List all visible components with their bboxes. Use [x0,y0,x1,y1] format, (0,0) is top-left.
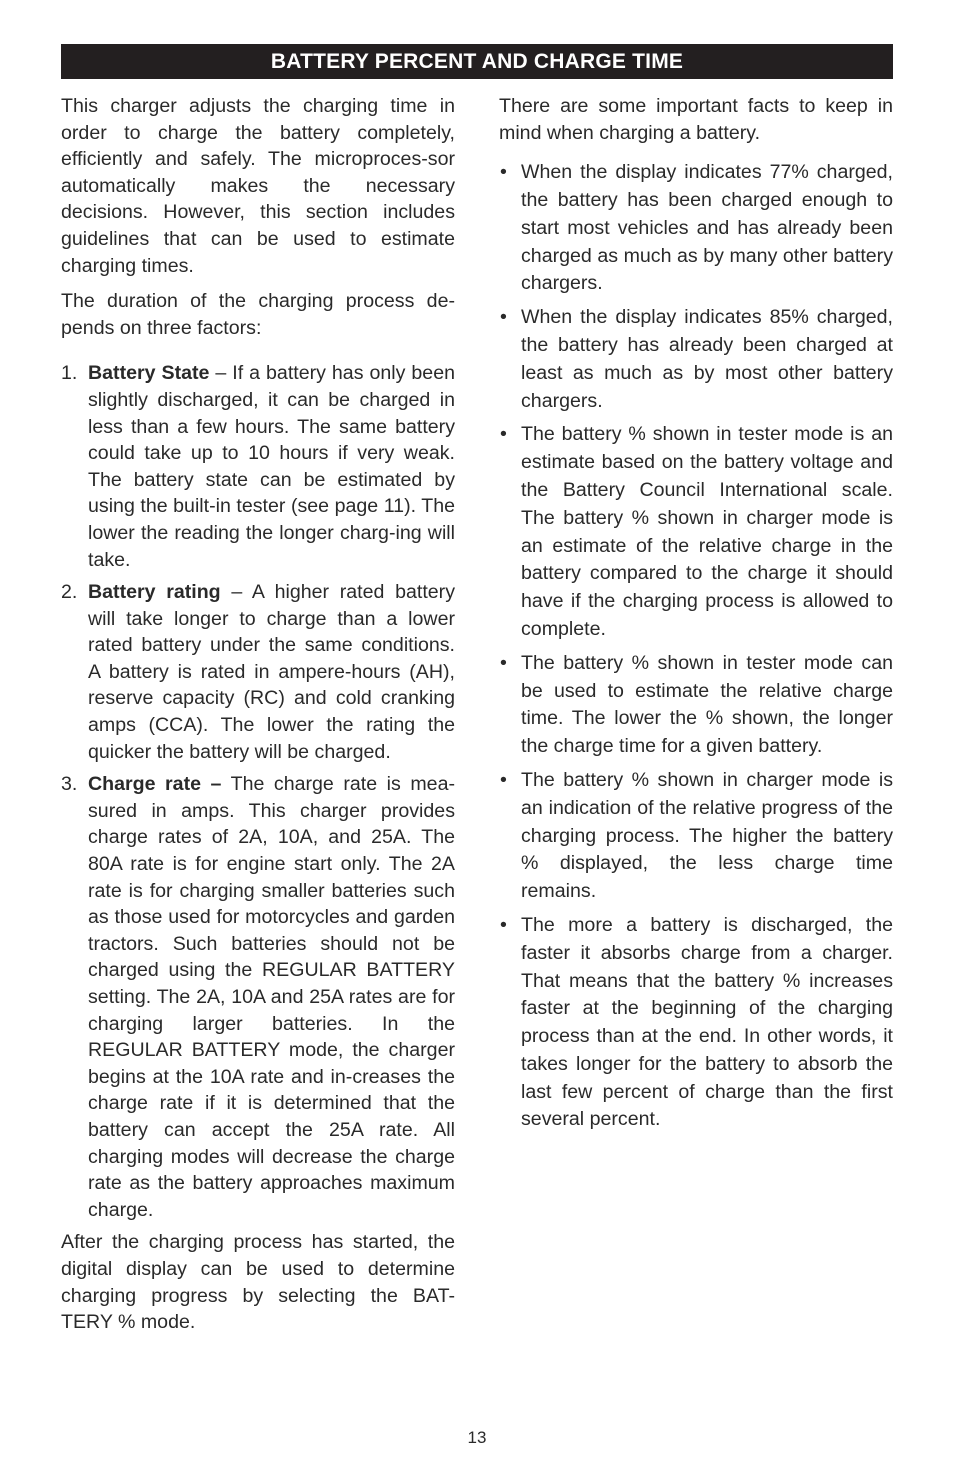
factor-number: 1. [61,362,78,385]
fact-text: The more a battery is discharged, the faster it absorbs charge from a charger. That means that the battery % increases faster at the beginning of the charging process than at the end. In other words, it takes longer for the battery to absorb the last few percent of charge than the first several percent. [521,913,893,1131]
duration-paragraph: The duration of the charging process de-pends on three factors: [61,290,455,339]
factor-text: The charge rate is mea-sured in amps. This charger provides charge rates of 2A, 10A, and 25A. The 80A rate is for engine start only. The 2A rate is for charging smaller batteries such as those used for motorcycles and garden tractors. Such batteries should not be charged using the REGULAR BATTERY setting. The 2A, 10A and 25A rates are for charging larger batteries. In the REGULAR BATTERY mode, the charger begins at the 10A rate and in-creases the charge rate if it is determined that the battery can accept the 25A rate. All charging modes will decrease the charge rate as the battery approaches maximum charge. [88,773,455,1221]
right-column [499,93,893,1140]
fact-item [499,304,893,415]
facts-intro-paragraph: There are some important facts to keep in mind when charging a battery. [499,95,893,144]
factors-list [61,360,455,1223]
bullet-icon: • [500,306,507,329]
fact-item [499,650,893,761]
factor-number: 2. [61,581,78,604]
factor-text: – If a battery has only been slightly discharged, it can be charged in less than a few hours. The same battery could take up to 10 hours if very weak. The battery state can be estimated by using the built-in tester (see page 11). The lower the reading the longer charg-ing will take. [88,362,455,571]
factor-title: Charge rate – [88,773,222,796]
fact-text: The battery % shown in tester mode is an estimate based on the battery voltage and the Battery Council International scale. The battery % shown in charger mode is an estimate of the relative charge in the battery compared to the charge it should have if the charging process is allowed to complete. [521,423,893,640]
fact-text: When the display indicates 77% charged, the battery has been charged enough to start most vehicles and has already been charged as much as by many other battery chargers. [521,161,893,295]
factor-item [61,771,455,1223]
left-column [61,93,455,1345]
factor-item [61,360,455,573]
fact-text: The battery % shown in charger mode is an indication of the relative progress of the charging process. The higher the battery % displayed, the less charge time remains. [521,768,893,903]
bullet-icon: • [500,913,507,936]
fact-item [499,159,893,298]
factor-text: – A higher rated battery will take longer to charge than a lower rated battery under the same conditions. A battery is rated in ampere-hours (AH), reserve capacity (RC) and cold cranking amps (CCA). The lower the rating the quicker the battery will be charged. [88,581,455,763]
factor-number: 3. [61,773,78,796]
bullet-icon: • [500,651,507,674]
bullet-icon: • [500,423,507,446]
bullet-icon: • [500,161,507,184]
after-paragraph: After the charging process has started, the digital display can be used to determine charging progress by selecting the BAT-TERY % mode. [61,1231,455,1334]
facts-list [499,159,893,1134]
fact-text: When the display indicates 85% charged, the battery has already been charged at least as much as by most other battery chargers. [521,306,893,412]
section-header [61,44,893,79]
section-title: BATTERY PERCENT AND CHARGE TIME [270,49,684,73]
fact-text: The battery % shown in tester mode can be used to estimate the relative charge time. The lower the % shown, the longer the charge time for a given battery. [521,651,893,758]
fact-item [499,912,893,1134]
page-number: 13 [467,1428,487,1447]
factor-title: Battery State [88,362,210,385]
fact-item [499,421,893,643]
factor-title: Battery rating [88,581,221,604]
factor-item [61,579,455,765]
intro-paragraph: This charger adjusts the charging time in order to charge the battery completely, efficiently and safely. The microproces-sor automatically makes the necessary decisions. However, this section includes guidelines that can be used to estimate charging times. [61,95,455,277]
bullet-icon: • [500,768,507,791]
fact-item [499,767,893,906]
